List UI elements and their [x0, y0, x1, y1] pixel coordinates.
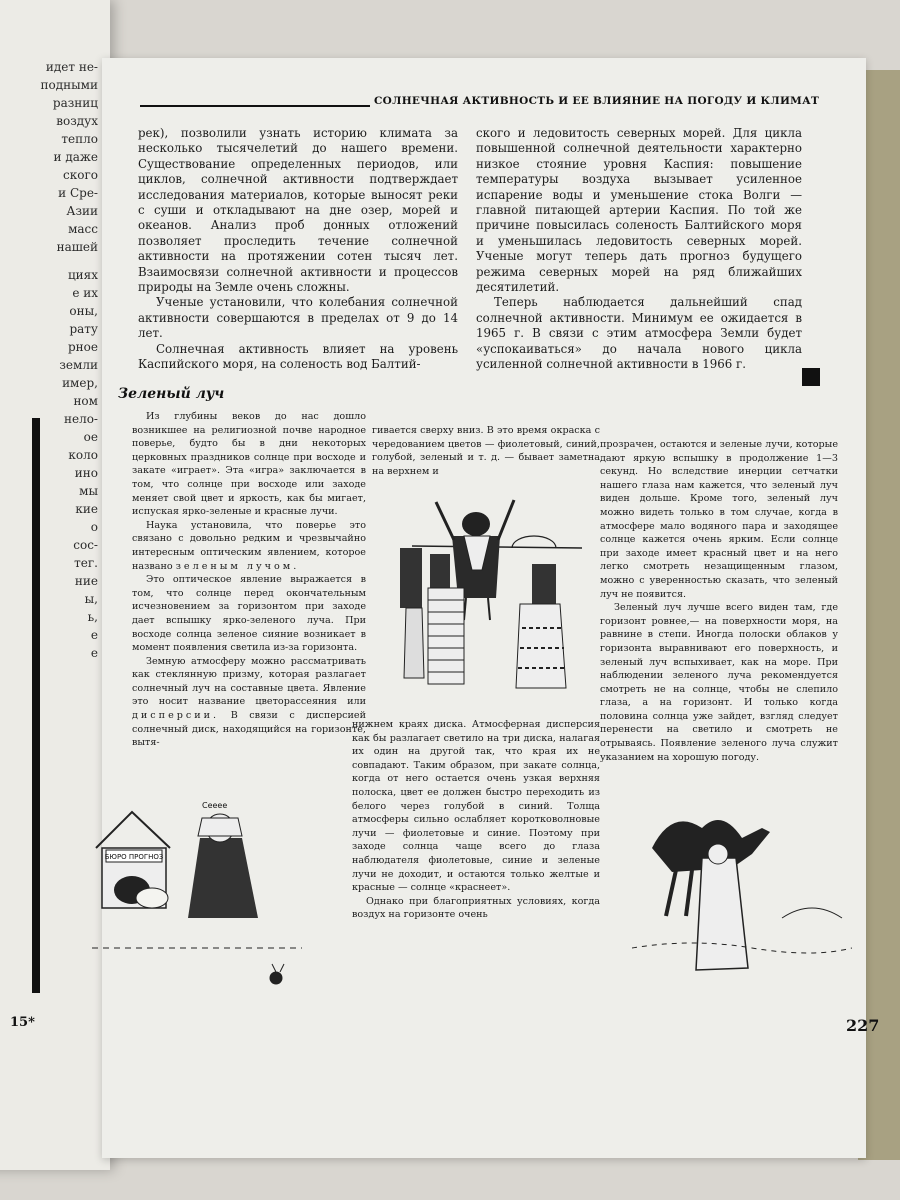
- mouse-figure: [270, 964, 284, 984]
- left-page-line: ского: [63, 168, 98, 182]
- sun-setting: [782, 908, 842, 918]
- left-page-line: е их: [72, 286, 98, 300]
- kennel-sign-text: БЮРО ПРОГНОЗ: [104, 853, 164, 861]
- figure-head-scarf: [430, 554, 450, 588]
- top-left-column: [138, 126, 458, 373]
- paragraph: Теперь наблюдается дальнейший спад солнечной активности. Минимум ее ожидается в 1965 г. В связи с этим атмосфера Земли будет «успокаиваться» до начала нового цикла усиленной солнечной активности в 1966 г.: [476, 295, 802, 372]
- term: зеленым лучом.: [175, 560, 300, 572]
- left-page-line: и Сре-: [58, 186, 98, 200]
- paragraph: Солнечная активность влияет на уровень Каспийского моря, на соленость вод Балтий-: [138, 341, 458, 372]
- left-page-line: ние: [74, 574, 98, 588]
- paragraph: Ученые установили, что колебания солнечной активности совершаются в пределах от 9 до 14 лет.: [138, 295, 458, 341]
- rider-robe: [696, 858, 748, 970]
- article-column-3: [600, 438, 838, 764]
- figure-woman-hair: [400, 548, 422, 608]
- page-number: 227: [846, 1016, 880, 1035]
- left-page-line: тепло: [61, 132, 98, 146]
- left-page-line: е: [90, 646, 98, 660]
- figure-head: [462, 512, 490, 536]
- left-page-line: земли: [59, 358, 98, 372]
- article-column-1: [132, 410, 366, 750]
- setting-sun: [512, 536, 556, 548]
- left-page-line: оны,: [69, 304, 98, 318]
- text-run: В связи с дисперсией солнечный диск, находящийся на горизонте, вытя-: [132, 710, 366, 749]
- illustration-observers: [392, 488, 592, 708]
- left-page-line: ном: [73, 394, 98, 408]
- left-page-line: нашей: [56, 240, 98, 254]
- left-page-line: коло: [68, 448, 98, 462]
- text-run: Наука установила, что поверье это связано с довольно редким и чрезвычайно интересным оптическим явлением, которое названо: [132, 519, 366, 572]
- article-column-2: [372, 424, 600, 478]
- left-page-line: подными: [40, 78, 98, 92]
- paragraph: Это оптическое явление выражается в том, что солнце перед окончательным исчезновением за горизонтом при заходе дает вспышку ярко-зеленого луча. При восходе солнца зеленое сияние возникает в момент появления светила из-за горизонта.: [132, 574, 366, 654]
- left-page-line: и даже: [53, 150, 98, 164]
- left-page-line: о: [90, 520, 98, 534]
- left-page-line: идет не-: [45, 60, 98, 74]
- paragraph: Зеленый луч лучше всего виден там, где горизонт ровнее,— на поверхности моря, на равнине в степи. Иногда полоски облаков у горизонта выравнивают его поверхность, и зеленый луч вспыхивает, как на море. При наблюдении зеленого луча рекомендуется смотреть не на солнце, чтобы не слепило глаза, а на горизонт. И только когда половина солнца уже зайдет, взгляд следует перенести на светило и смотреть не отрываясь. Появление зеленого луча служит указанием на хорошую погоду.: [600, 602, 838, 763]
- left-page-line: ь,: [87, 610, 98, 624]
- left-page-number: 15*: [10, 1015, 35, 1030]
- paragraph: [132, 519, 366, 573]
- decorative-vertical-bar: [32, 418, 40, 993]
- left-page-line: циях: [67, 268, 98, 282]
- left-page-line: ы,: [84, 592, 98, 606]
- figure-striped-dress: [428, 588, 464, 684]
- left-page-line: ое: [83, 430, 98, 444]
- left-page-line: разниц: [52, 96, 98, 110]
- paragraph: рек), позволили узнать историю климата за несколько тысячелетий до нашего времени. Существование определенных периодов, или циклов, солнечной активности подтверждает исследования материалов, которые выносят реки с суши и откладывают на дне озер, морей и океанов. Анализ проб донных отложений позволяет проследить течение солнечной активности на протяжении сотен тысяч лет. Взаимосвязи солнечной активности и процессов природы на Земле очень сложны.: [138, 126, 458, 295]
- term: дисперсии.: [132, 710, 220, 722]
- left-page-line: масс: [68, 222, 98, 236]
- left-page-line: кие: [75, 502, 98, 516]
- figure-patterned-robe: [516, 604, 566, 688]
- speech-text: Сееее: [202, 801, 228, 810]
- paragraph: Из глубины веков до нас дошло возникшее на религиозной почве народное поверье, будто бы в дни некоторых церковных праздников солнце при восходе и закате «играет». Эта «игра» заключается в том, что солнце при восходе или заходе меняет свой цвет и яркость, как бы мигает, испуская ярко-зеленые и красные лучи.: [132, 411, 366, 518]
- section-title: Зеленый луч: [118, 386, 225, 402]
- text-run: Земную атмосферу можно рассматривать как стеклянную призму, которая разлагает солнечный луч на составные цвета. Явление это носит название цветорассеяния или: [132, 655, 366, 708]
- paragraph: ского и ледовитость северных морей. Для цикла повышенной солнечной деятельности характерно низкое стояние уровня Каспия: повышение температуры воздуха вызывает усиленное испарение воды и уменьшение стока Волги — главной питающей артерии Каспия. По той же причине повысилась соленость Балтийского моря и уменьшилась ледовитость северных морей. Ученые могут теперь дать прогноз будущего режима северных морей на ряд ближайших десятилетий.: [476, 126, 802, 295]
- left-page-line: ино: [74, 466, 98, 480]
- illustration-camel: [632, 798, 852, 998]
- left-page-line: воздух: [56, 114, 98, 128]
- left-page-line: нело-: [63, 412, 98, 426]
- running-header: СОЛНЕЧНАЯ АКТИВНОСТЬ И ЕЕ ВЛИЯНИЕ НА ПОГОДУ И КЛИМАТ: [370, 95, 823, 107]
- left-page-line: мы: [79, 484, 98, 498]
- left-page-line: Азии: [66, 204, 98, 218]
- paragraph: гивается сверху вниз. В это время окраска с чередованием цветов — фиолетовый, синий, голубой, зеленый и т. д. — бывает заметна на верхнем и: [372, 425, 600, 477]
- left-page-line: имер,: [62, 376, 98, 390]
- woman-scarf: [198, 818, 242, 836]
- paragraph: Однако при благоприятных условиях, когда воздух на горизонте очень: [352, 895, 600, 921]
- figure-woman-dress: [404, 608, 424, 678]
- rider-head: [708, 844, 728, 864]
- left-page-line: сос-: [73, 538, 98, 552]
- right-page: [102, 58, 880, 1158]
- paragraph: нижнем краях диска. Атмосферная дисперсия как бы разлагает светило на три диска, налагая их один на другой так, что края их не совпадают. Таким образом, при закате солнца, когда от него остается очень узкая верхняя полоска, цвет ее должен быстро переходить из белого через голубой в синий. Толща атмосферы сильно ослабляет коротковолновые лучи — фиолетовые и синие. Поэтому при заходе солнца чаще всего до глаза наблюдателя фиолетовые, синие и зеленые лучи не доходит, и остаются только желтые и красные — солнце «краснеет».: [352, 719, 600, 894]
- paragraph: [132, 655, 366, 750]
- top-right-column: [476, 126, 802, 373]
- left-page-line: рное: [67, 340, 98, 354]
- section-end-square: [802, 368, 820, 386]
- woman-dress: [188, 838, 258, 918]
- figure-tall-hat: [532, 564, 556, 604]
- left-page-line: тег.: [74, 556, 98, 570]
- kennel-roof: [96, 812, 170, 848]
- left-page-line: рату: [69, 322, 98, 336]
- dog-figure: [136, 888, 168, 908]
- left-page-line: е: [90, 628, 98, 642]
- paragraph: прозрачен, остаются и зеленые лучи, которые дают яркую вспышку в продолжение 1—3 секунд. Но вследствие инерции сетчатки нашего глаза нам кажется, что зеленый луч виден дольше. Кроме того, зеленый луч можно видеть только в том случае, когда в атмосфере мало водяного пара и заходящее солнце кажется очень ярким. Если солнце при заходе имеет красный цвет и на него легко смотреть незащищенным глазом, можно с уверенностью сказать, что зеленый луч не появится.: [600, 439, 838, 600]
- article-column-2-lower: [352, 718, 600, 922]
- illustration-forecast-bureau: [92, 798, 312, 998]
